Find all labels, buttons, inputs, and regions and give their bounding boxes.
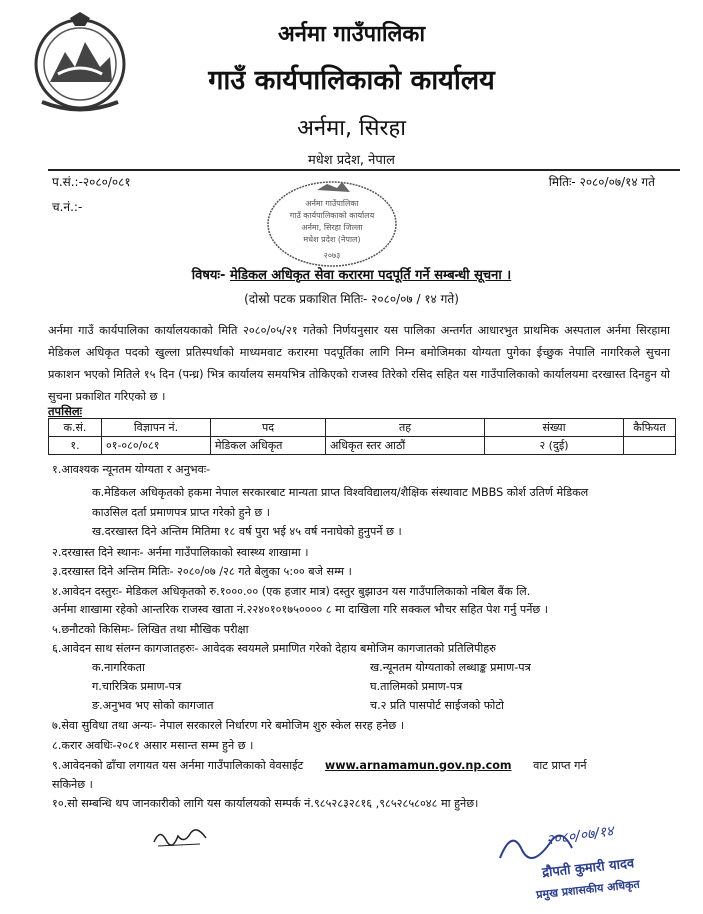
requirement-item: ख.दरखास्त दिने अन्तिम मितिमा १८ वर्ष पुरा भई ४५ वर्ष ननाघेको हुनुपर्ने छ । <box>92 525 402 538</box>
website-link[interactable]: www.arnamamun.gov.np.com <box>324 759 512 772</box>
application-fee: ४.आवेदन दस्तुरः- मेडिकल अधिकृतको रु.१०००.०० (एक हजार मात्र) दस्तुर बुझाउन यस गाउँपालिकाको नबिल बैंक लि. <box>52 585 531 598</box>
clerk-signature <box>150 822 210 852</box>
seal-line: अर्नमा, सिरहा जिल्ला <box>301 223 363 232</box>
officer-title: प्रमुख प्रशासकीय अधिकृत <box>535 877 641 902</box>
table-cell: ०१-०८०/०८१ <box>102 437 211 455</box>
table-header-row <box>49 419 676 437</box>
seal-line: अर्नमा गाउँपालिका <box>305 199 359 208</box>
office-place: अर्नमा, सिरहा <box>297 116 406 141</box>
requirement-heading: १.आवश्यक न्यूनतम योग्यता र अनुभवः- <box>52 463 211 476</box>
website-note-tail: वाट प्राप्त गर्न <box>533 759 587 772</box>
municipality-name: अर्नमा गाउँपालिका <box>277 22 426 47</box>
application-deadline: ३.दरखास्त दिने अन्तिम मितिः- २०८०/०७ /२८ गते बेलुका ५:०० बजे सम्म । <box>52 565 352 578</box>
column-header: विज्ञापन नं. <box>102 419 211 437</box>
office-seal <box>262 178 402 270</box>
subject-label: विषयः- <box>191 268 226 283</box>
officer-signature-stamp <box>492 818 682 910</box>
seal-line: गाउँ कार्यपालिकाको कार्यालय <box>289 211 375 220</box>
contact-info: १०.सो सम्बन्धि थप जानकारीको लागि यस कार्यालयको सम्पर्क नं.९८५२८३२८१६ ,९८५२८५८०४८ मा हुनेछ। <box>52 797 479 810</box>
website-note-text: ९.आवेदनको ढाँचा लगायत यस अर्नमा गाउँपालिकाको वेवसाईट <box>52 759 304 772</box>
table-cell: २ (दुई) <box>485 437 624 455</box>
column-header: क.सं. <box>49 419 102 437</box>
document-item: घ.तालिमको प्रमाण-पत्र <box>370 680 463 693</box>
column-header: संख्या <box>485 419 624 437</box>
document-item: ङ.अनुभव भए सोको कागजात <box>92 699 214 712</box>
seal-line: २०७३ <box>323 251 341 260</box>
document-item: ख.न्यूनतम योग्यताको लब्धाङ्क प्रमाण-पत्र <box>370 661 531 674</box>
service-benefits: ७.सेवा सुविधा तथा अन्यः- नेपाल सरकारले निर्धारण गरे बमोजिम शुरु स्केल सरह हनेछ । <box>52 719 405 732</box>
application-place: २.दरखास्त दिने स्थानः- अर्नमा गाउँपालिकाको स्वास्थ्य शाखामा । <box>52 546 309 559</box>
website-note <box>52 758 587 773</box>
document-item: च.२ प्रति पासपोर्ट साईजको फोटो <box>370 699 504 712</box>
column-header: कैफियत <box>624 419 676 437</box>
header-divider <box>48 169 680 171</box>
letter-number: प.सं.:-२०८०/०८१ <box>52 175 131 189</box>
documents-heading: ६.आवेदन साथ संलग्न कागजातहरुः- आवेदक स्वयमले प्रमाणित गरेको देहाय बमोजिम कागजातको प्रतिलिपीहरु <box>52 642 496 655</box>
application-fee-cont: अर्नमा शाखामा रहेको आन्तरिक राजस्व खाता नं.२२४०१०१७५०००० ८ मा दाखिला गरि सक्कल भौचर सहित पेश गर्नु पर्नेछ । <box>52 603 549 616</box>
column-header: पद <box>211 419 326 437</box>
website-note-cont: सकिनेछ । <box>52 778 93 791</box>
subject-line <box>0 265 703 283</box>
document-item: क.नागरिकता <box>92 661 145 674</box>
notice-paragraph: अर्नमा गाउँ कार्यपालिका कार्यालयकाको मिति २०८०/०५/२१ गतेको निर्णयनुसार यस पालिका अन्तर्गत आधारभुत प्राथमिक अस्पताल अर्नमा सिरहामा मेडिकल अधिकृत पदको खुल्ला प्रतिस्पर्धाको माध्यमवाट करारमा पदपूर्तिका लागि निम्न बमोजिमका योग्यता पुगेका ईच्छुक नेपालि नागरिकले सुचना प्रकाशन भएको मितिले १५ दिन (पन्ध्र) भित्र कार्यालय समयभित्र तोकिएको राजस्व तिरेको रसिद सहित यस गाउँपालिकाको कार्यालयमा दरखास्त दिनहुन यो सुचना प्रकाशित गरिएको छ । <box>48 324 670 403</box>
signature-date: २०८०/०७/१४ <box>545 823 615 849</box>
officer-name: द्रौपती कुमारी यादव <box>541 856 635 881</box>
published-date: (दोस्रो पटक प्रकाशित मितिः- २०८०/०७ / १४ गते) <box>244 292 459 306</box>
letter-date: मितिः- २०८०/०७/१४ गते <box>548 175 655 189</box>
seal-line: मधेश प्रदेश (नेपाल) <box>303 235 361 244</box>
table-caption: तपसिलः <box>48 404 82 418</box>
table-cell: अधिकृत स्तर आठौं <box>326 437 485 455</box>
table-cell: १. <box>49 437 102 455</box>
table-cell <box>624 437 676 455</box>
requirement-item: क.मेडिकल अधिकृतको हकमा नेपाल सरकारबाट मान्यता प्राप्त विश्वविद्यालय/शैक्षिक संस्थावाट MBBS कोर्श उतिर्ण मेडिकल <box>92 486 589 499</box>
requirement-item: काउसिल दर्ता प्रमाणपत्र प्राप्त गरेको हुने छ । <box>92 506 271 519</box>
subject-text: मेडिकल अधिकृत सेवा करारमा पदपूर्ति गर्ने सम्बन्धी सूचना । <box>229 268 512 283</box>
document-item: ग.चारित्रिक प्रमाण-पत्र <box>92 680 182 693</box>
vacancy-table <box>48 418 676 455</box>
selection-method: ५.छनौटको किसिमः- लिखित तथा मौखिक परीक्षा <box>52 623 249 636</box>
office-name: गाउँ कार्यपालिकाको कार्यालय <box>208 65 495 96</box>
table-cell: मेडिकल अधिकृत <box>211 437 326 455</box>
province-line: मधेश प्रदेश, नेपाल <box>308 153 395 168</box>
table-row <box>49 437 676 455</box>
contract-period: ८.करार अवधिः-२०८१ असार मसान्त सम्म हुने छ । <box>52 739 254 752</box>
column-header: तह <box>326 419 485 437</box>
dispatch-number: च.नं.:- <box>52 200 83 214</box>
